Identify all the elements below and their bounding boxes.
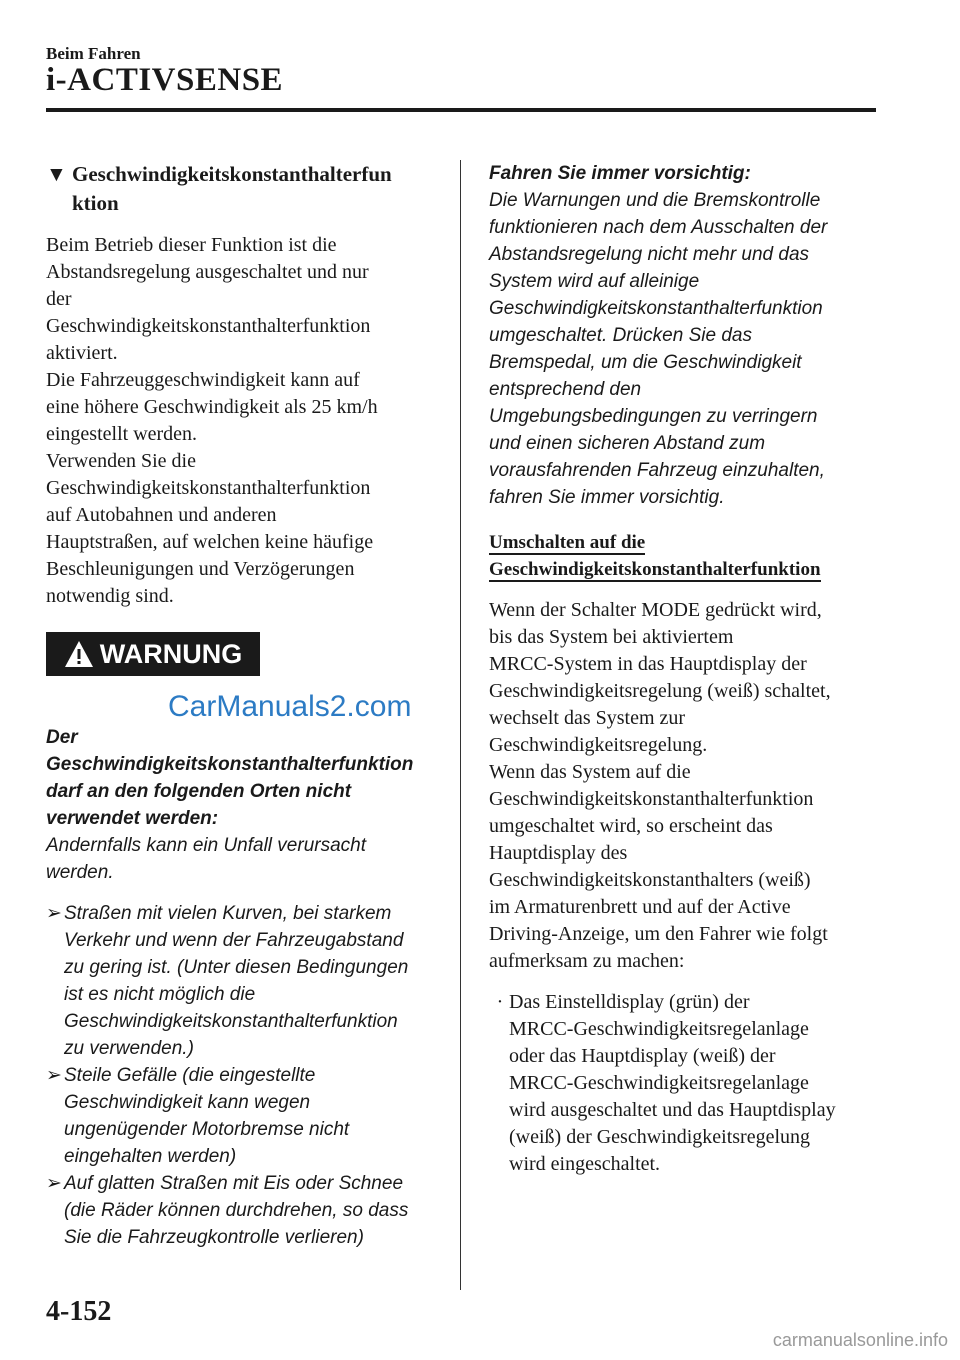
right-column — [489, 160, 889, 1178]
watermark: CarManuals2.com — [168, 690, 412, 723]
chevron-right-icon: ➢ — [46, 1065, 62, 1086]
list-item: ➢ Straßen mit vielen Kurven, bei starkem Verkehr und wenn der Fahrzeugabstand zu gering ist. (Unter diesen Bedingungen ist es nicht möglich die Geschwindigkeitskonstanthalterfunktion zu verwenden.) — [46, 900, 441, 1062]
caution-body: Die Warnungen und die Bremskontrolle funktionieren nach dem Ausschalten der Abstandsregelung nicht mehr und das System wird auf alleinige Geschwindigkeitskonstanthalterfunktion umgeschaltet. Drücken Sie das Bremspedal, um die Geschwindigkeit entsprechend den Umgebungsbedingungen zu verringern und einen sicheren Abstand zum vorausfahrenden Fahrzeug einzuhalten, fahren Sie immer vorsichtig. — [489, 190, 828, 508]
function-heading-text: Geschwindigkeitskonstanthalterfun ktion — [72, 162, 392, 215]
warning-label: WARNUNG — [99, 638, 243, 669]
caution-title: Fahren Sie immer vorsichtig: — [489, 163, 751, 184]
warning-title: Der Geschwindigkeitskonstanthalterfunktion darf an den folgenden Orten nicht verwendet werden: — [46, 727, 414, 829]
chevron-right-icon: ➢ — [46, 903, 62, 924]
triangle-down-icon: ▼ — [46, 162, 67, 186]
page-number: 4-152 — [46, 1296, 112, 1327]
warning-bullet-list — [46, 900, 441, 1251]
header-rule — [46, 108, 876, 112]
list-item: ➢ Steile Gefälle (die eingestellte Geschwindigkeit kann wegen ungenügender Motorbremse nicht eingehalten werden) — [46, 1062, 441, 1170]
chevron-right-icon: ➢ — [46, 1173, 62, 1194]
list-item: · Das Einstelldisplay (grün) der MRCC-Geschwindigkeitsregelanlage oder das Hauptdisplay (weiß) der MRCC-Geschwindigkeitsregelanlage wird ausgeschaltet und das Hauptdisplay (weiß) der Geschwindigkeitsregelung wird eingeschaltet. — [491, 989, 889, 1178]
warning-triangle-icon — [64, 640, 94, 668]
chapter-title: Beim Fahren — [46, 44, 141, 63]
right-body-text: Wenn der Schalter MODE gedrückt wird, bis das System bei aktiviertem MRCC-System in das Hauptdisplay der Geschwindigkeitsregelung (weiß) schaltet, wechselt das System zur Geschwindigkeitsregelung. Wenn das System auf die Geschwindigkeitskonstanthalterfunktion umgeschaltet wird, so erscheint das Hauptdisplay des Geschwindigkeitskonstanthalters (weiß) im Armaturenbrett und auf der Active Driving-Anzeige, um den Fahrer wie folgt aufmerksam zu machen: — [489, 599, 831, 972]
section-title: i-ACTIVSENSE — [46, 62, 284, 98]
bullet-dot-icon: · — [496, 991, 504, 1013]
warning-label-box — [46, 632, 260, 676]
warning-subtext: Andernfalls kann ein Unfall verursacht werden. — [46, 835, 367, 883]
list-item: ➢ Auf glatten Straßen mit Eis oder Schnee (die Räder können durchdrehen, so dass Sie die Fahrzeugkontrolle verlieren) — [46, 1170, 441, 1251]
function-heading — [46, 160, 441, 218]
dot-list — [489, 989, 889, 1178]
footer-site: carmanualsonline.info — [772, 1330, 948, 1350]
switch-subheading: Umschalten auf die Geschwindigkeitskonstanthalterfunktion — [489, 532, 821, 580]
column-divider — [460, 160, 461, 1290]
left-body-text: Beim Betrieb dieser Funktion ist die Abstandsregelung ausgeschaltet und nur der Geschwindigkeitskonstanthalterfunktion aktiviert. Die Fahrzeuggeschwindigkeit kann auf eine höhere Geschwindigkeit als 25 km/h eingestellt werden. Verwenden Sie die Geschwindigkeitskonstanthalterfunktion auf Autobahnen und anderen Hauptstraßen, auf welchen keine häufige Beschleunigungen und Verzögerungen notwendig sind. — [46, 234, 378, 607]
